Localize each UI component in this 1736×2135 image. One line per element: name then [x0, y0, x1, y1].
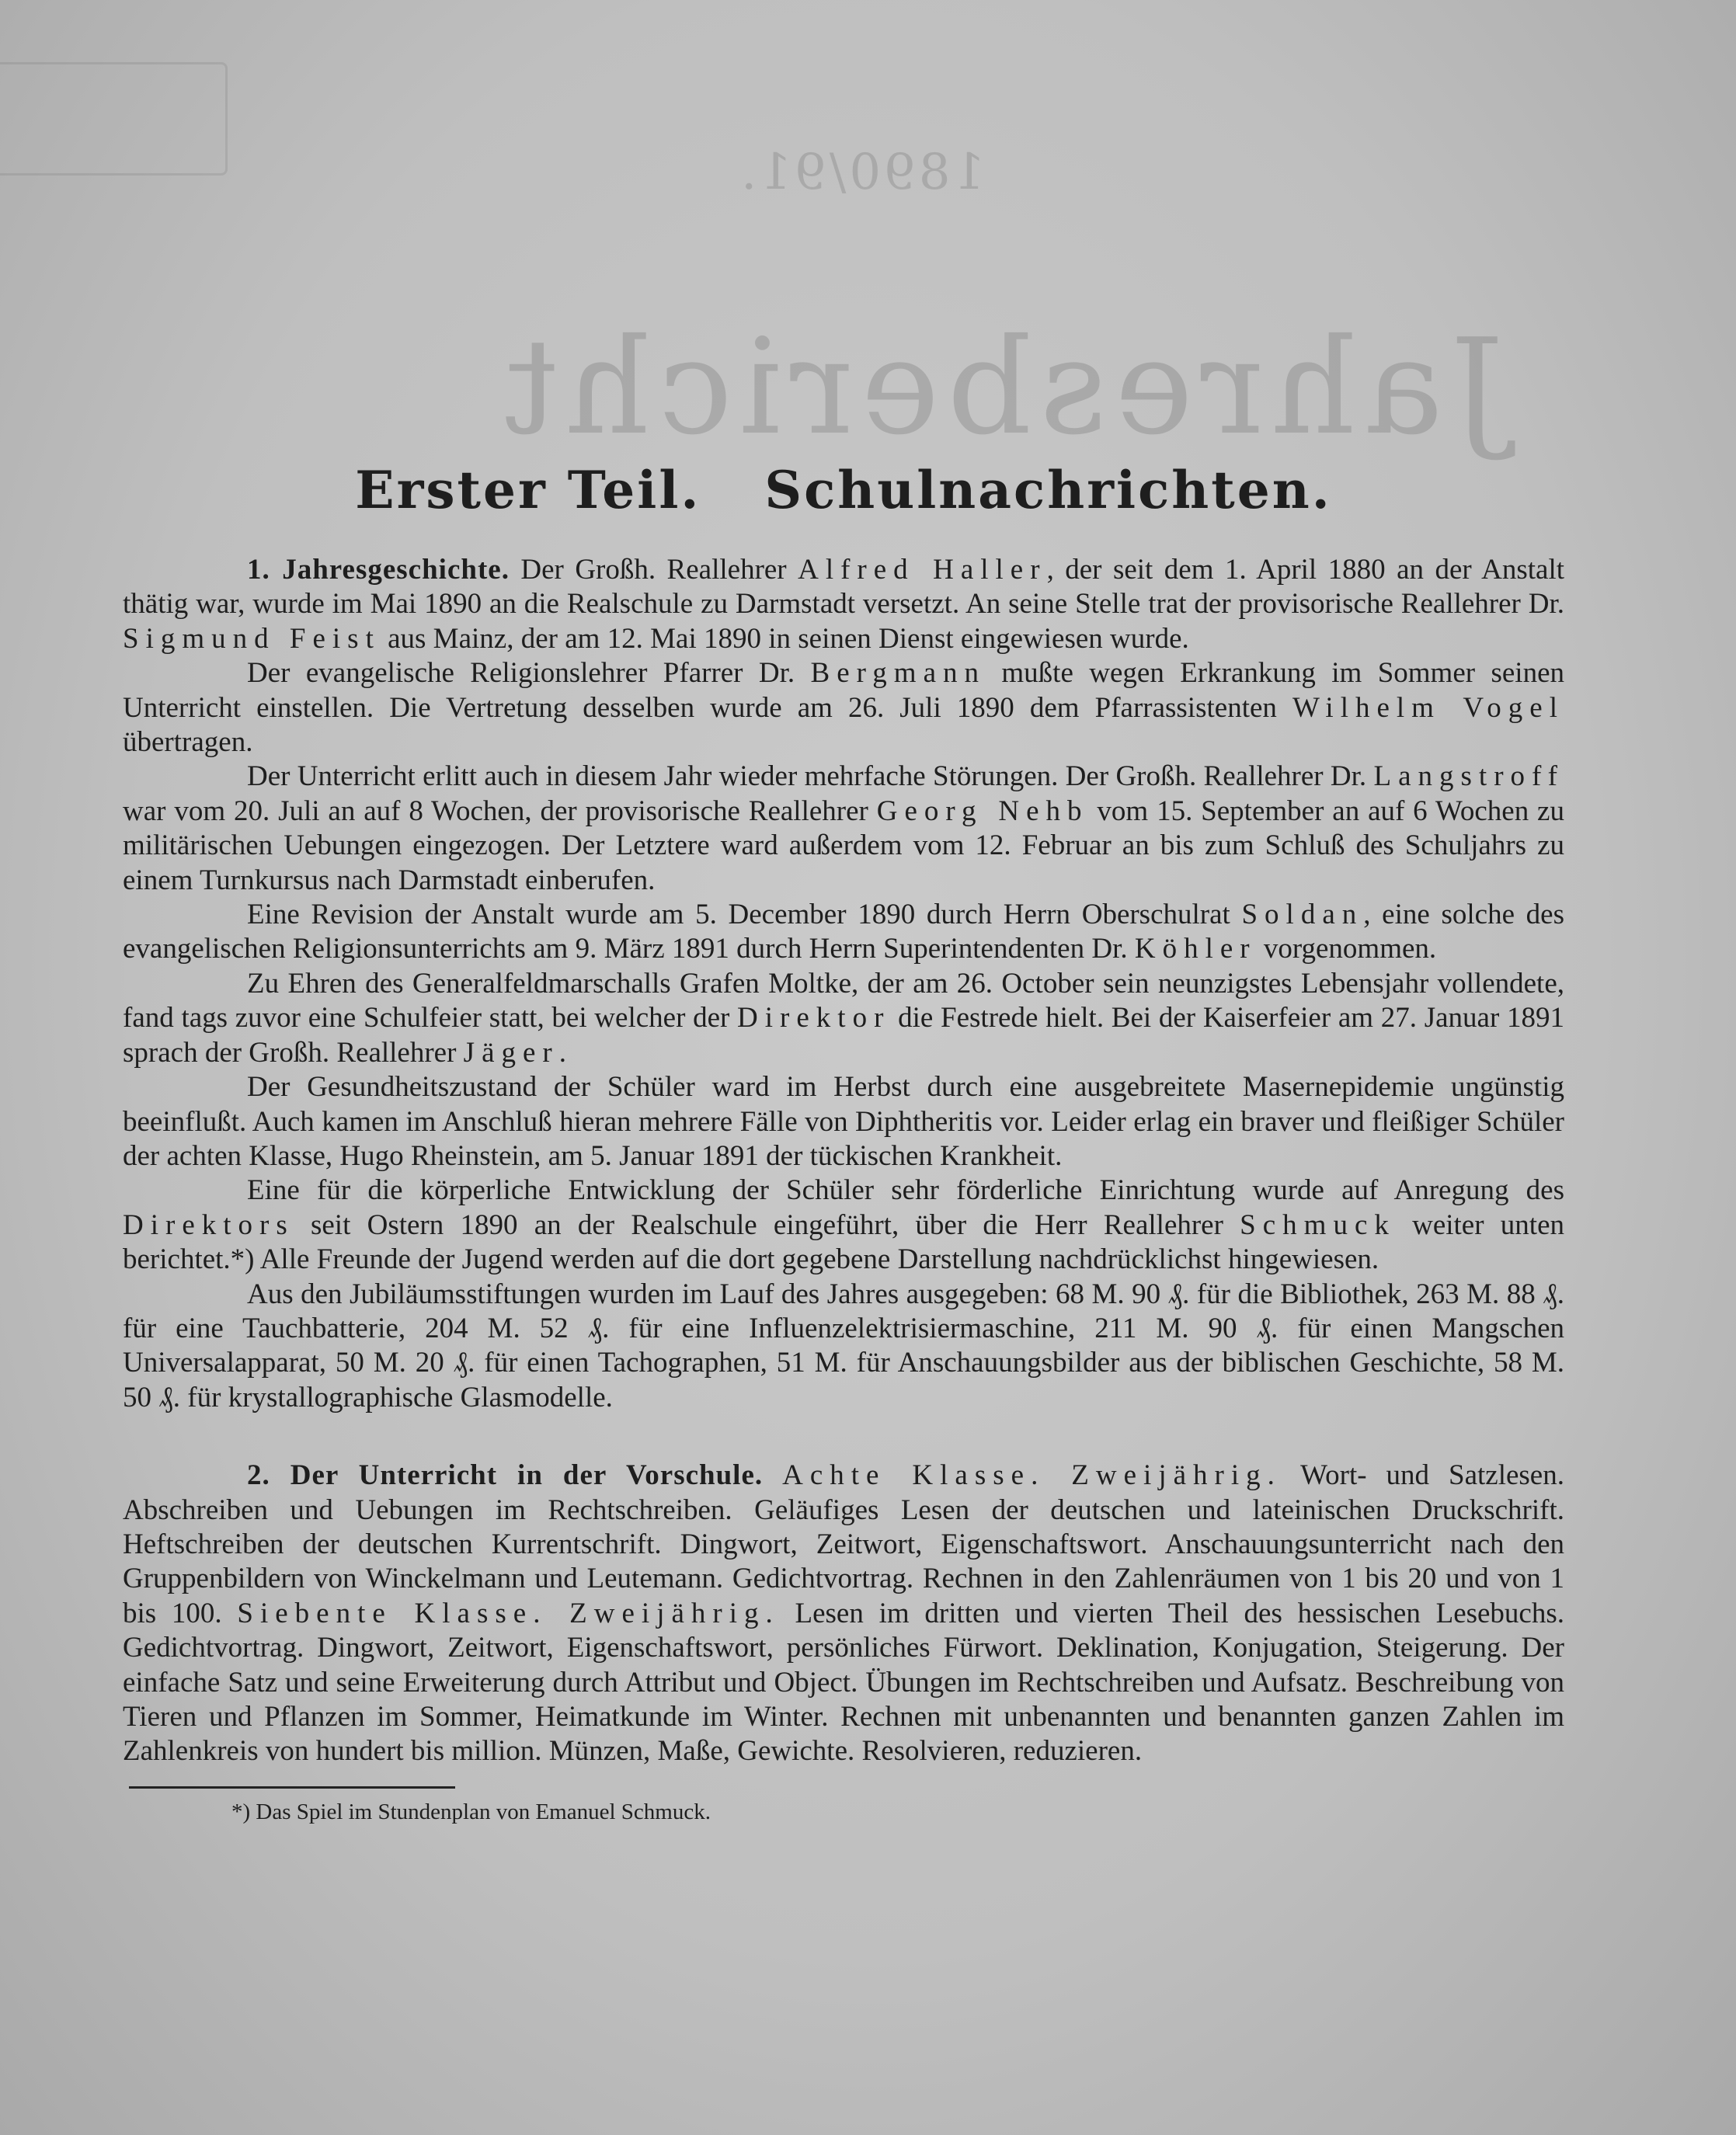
spaced-name: Wilhelm Vogel	[1292, 691, 1564, 724]
text-run: , eine solche des evangelischen Religionsunterrichts am 9. März 1891 durch Herrn Superintendenten Dr.	[123, 899, 1564, 965]
paragraph-5	[123, 967, 1564, 1070]
class-7-label: Siebente Klasse. Zweijährig.	[237, 1597, 780, 1629]
paragraph-1	[123, 553, 1564, 656]
text-run: Der Unterricht erlitt auch in diesem Jahr wieder mehrfache Störungen. Der Großh. Reallehrer Dr.	[247, 760, 1374, 793]
paragraph-4	[123, 898, 1564, 967]
text-run: Der evangelische Religionslehrer Pfarrer Dr.	[247, 657, 811, 690]
page-content	[123, 460, 1564, 1825]
spaced-name: Sigmund Feist	[123, 622, 381, 655]
spaced-name: Georg Nehb	[876, 795, 1089, 827]
text-run: Zu Ehren des Generalfeldmarschalls Grafen Moltke, der am 26. October sein neunzigstes Lebensjahr vollendete, fand tags zuvor eine Schulfeier statt, bei welcher der	[123, 967, 1564, 1034]
paragraph-3	[123, 760, 1564, 898]
paragraph-2	[123, 656, 1564, 760]
spaced-name: Jäger	[463, 1036, 559, 1069]
section-2-heading: 2. Der Unterricht in der Vorschule.	[247, 1459, 764, 1492]
text-run: Eine für die körperliche Entwicklung der Schüler sehr förderliche Einrichtung wurde auf Anregung des	[247, 1174, 1564, 1207]
text-run: mußte wegen Erkrankung im Sommer seinen Unterricht einstellen. Die Vertretung desselben wurde am 26. Juli 1890 dem Pfarrassistenten	[123, 657, 1564, 724]
spaced-name: Alfred Haller	[798, 554, 1047, 586]
spaced-name: Direktor	[737, 1002, 891, 1034]
text-run: übertragen.	[123, 726, 253, 759]
spaced-name: Köhler	[1134, 933, 1257, 965]
paragraph-6: Der Gesundheitszustand der Schüler ward im Herbst durch eine ausgebreitete Masernepidemie ungünstig beeinflußt. Auch kamen im Anschluß hieran mehrere Fälle von Diphtheritis vor. Leider erlag ein braver und fleißiger Schüler der achten Klasse, Hugo Rheinstein, am 5. Januar 1891 der tückischen Krankheit.	[123, 1071, 1564, 1172]
spaced-name: Bergmann	[810, 657, 986, 690]
class-8-text: Wort- und Satzlesen. Abschreiben und Uebungen im Rechtschreiben. Geläufiges Lesen der deutschen und lateinischen Druckschrift. Heftschreiben der deutschen Kurrentschrift. Dingwort, Zeitwort, Eigenschaftswort. Anschauungsunterricht nach den Gruppenbildern von Winckelmann und Leutemann. Gedichtvortrag. Rechnen in den Zahlenräumen von 1 bis 20 und von 1 bis 100.	[123, 1459, 1564, 1629]
text-run: Der Großh. Reallehrer	[520, 554, 798, 586]
bleed-through-year: 1890/91.	[738, 144, 986, 201]
text-run: vorgenommen.	[1256, 933, 1437, 965]
class-7-text: Lesen im dritten und vierten Theil des hessischen Lesebuchs. Gedichtvortrag. Dingwort, Zeitwort, Eigenschaftswort, persönliches Fürwort. Deklination, Konjugation, Steigerung. Der einfache Satz und seine Erweiterung durch Attribut und Object. Übungen im Rechtschreiben und Aufsatz. Beschreibung von Tieren und Pflanzen im Sommer, Heimatkunde im Winter. Rechnen mit unbenannten und benannten ganzen Zahlen im Zahlenkreis von hundert bis million. Münzen, Maße, Gewichte. Resolvieren, reduzieren.	[123, 1597, 1565, 1768]
spaced-name: Langstroff	[1373, 760, 1564, 793]
spaced-name: Soldan	[1241, 899, 1364, 931]
bleed-through-title: Jahresbericht	[497, 311, 1505, 464]
spaced-name: Direktors	[123, 1208, 294, 1241]
text-run: seit Ostern 1890 an der Realschule eingeführt, über die Herr Reallehrer	[294, 1208, 1240, 1241]
text-run: die Festrede hielt. Bei der Kaiserfeier am 27. Januar 1891 sprach der Großh. Reallehrer	[123, 1002, 1564, 1069]
footnote: *) Das Spiel im Stundenplan von Emanuel Schmuck.	[231, 1799, 711, 1824]
text-run: .	[558, 1036, 566, 1069]
bleed-through-stamp	[0, 62, 228, 176]
section-1-heading: 1. Jahresgeschichte.	[247, 554, 510, 586]
title-name: Schulnachrichten.	[764, 460, 1332, 520]
text-run: vom 15. September an auf 6 Wochen zu militärischen Uebungen eingezogen. Der Letztere ward außerdem vom 12. Februar an bis zum Schluß des Schuljahrs zu einem Turnkursus nach Darmstadt einberufen.	[123, 795, 1564, 896]
paragraph-7	[123, 1174, 1564, 1277]
text-run: Eine Revision der Anstalt wurde am 5. December 1890 durch Herrn Oberschulrat	[247, 899, 1242, 931]
class-8-label: Achte Klasse. Zweijährig.	[782, 1459, 1282, 1492]
footnote-rule	[129, 1786, 455, 1789]
section-2-paragraph	[123, 1459, 1564, 1769]
title-part: Erster Teil.	[355, 460, 701, 520]
paragraph-8: Aus den Jubiläumsstiftungen wurden im Lauf des Jahres ausgegeben: 68 M. 90 ₰. für die Bibliothek, 263 M. 88 ₰. für eine Tauchbatterie, 204 M. 52 ₰. für eine Influenzelektrisiermaschine, 211 M. 90 ₰. für einen Mangschen Universalapparat, 50 M. 20 ₰. für einen Tachographen, 51 M. für Anschauungsbilder aus der biblischen Geschichte, 58 M. 50 ₰. für krystallographische Glasmodelle.	[123, 1278, 1564, 1413]
text-run: , der seit dem 1. April 1880 an der Anstalt thätig war, wurde im Mai 1890 an die Realschule zu Darmstadt versetzt. An seine Stelle trat der provisorische Reallehrer Dr.	[123, 554, 1565, 621]
text-run: war vom 20. Juli an auf 8 Wochen, der provisorische Reallehrer	[123, 795, 877, 827]
page-title	[123, 460, 1564, 520]
text-run: weiter unten berichtet.*) Alle Freunde der Jugend werden auf die dort gegebene Darstellung nachdrücklichst hingewiesen.	[123, 1208, 1564, 1276]
text-run: aus Mainz, der am 12. Mai 1890 in seinen Dienst eingewiesen wurde.	[380, 622, 1189, 655]
spaced-name: Schmuck	[1240, 1208, 1396, 1241]
